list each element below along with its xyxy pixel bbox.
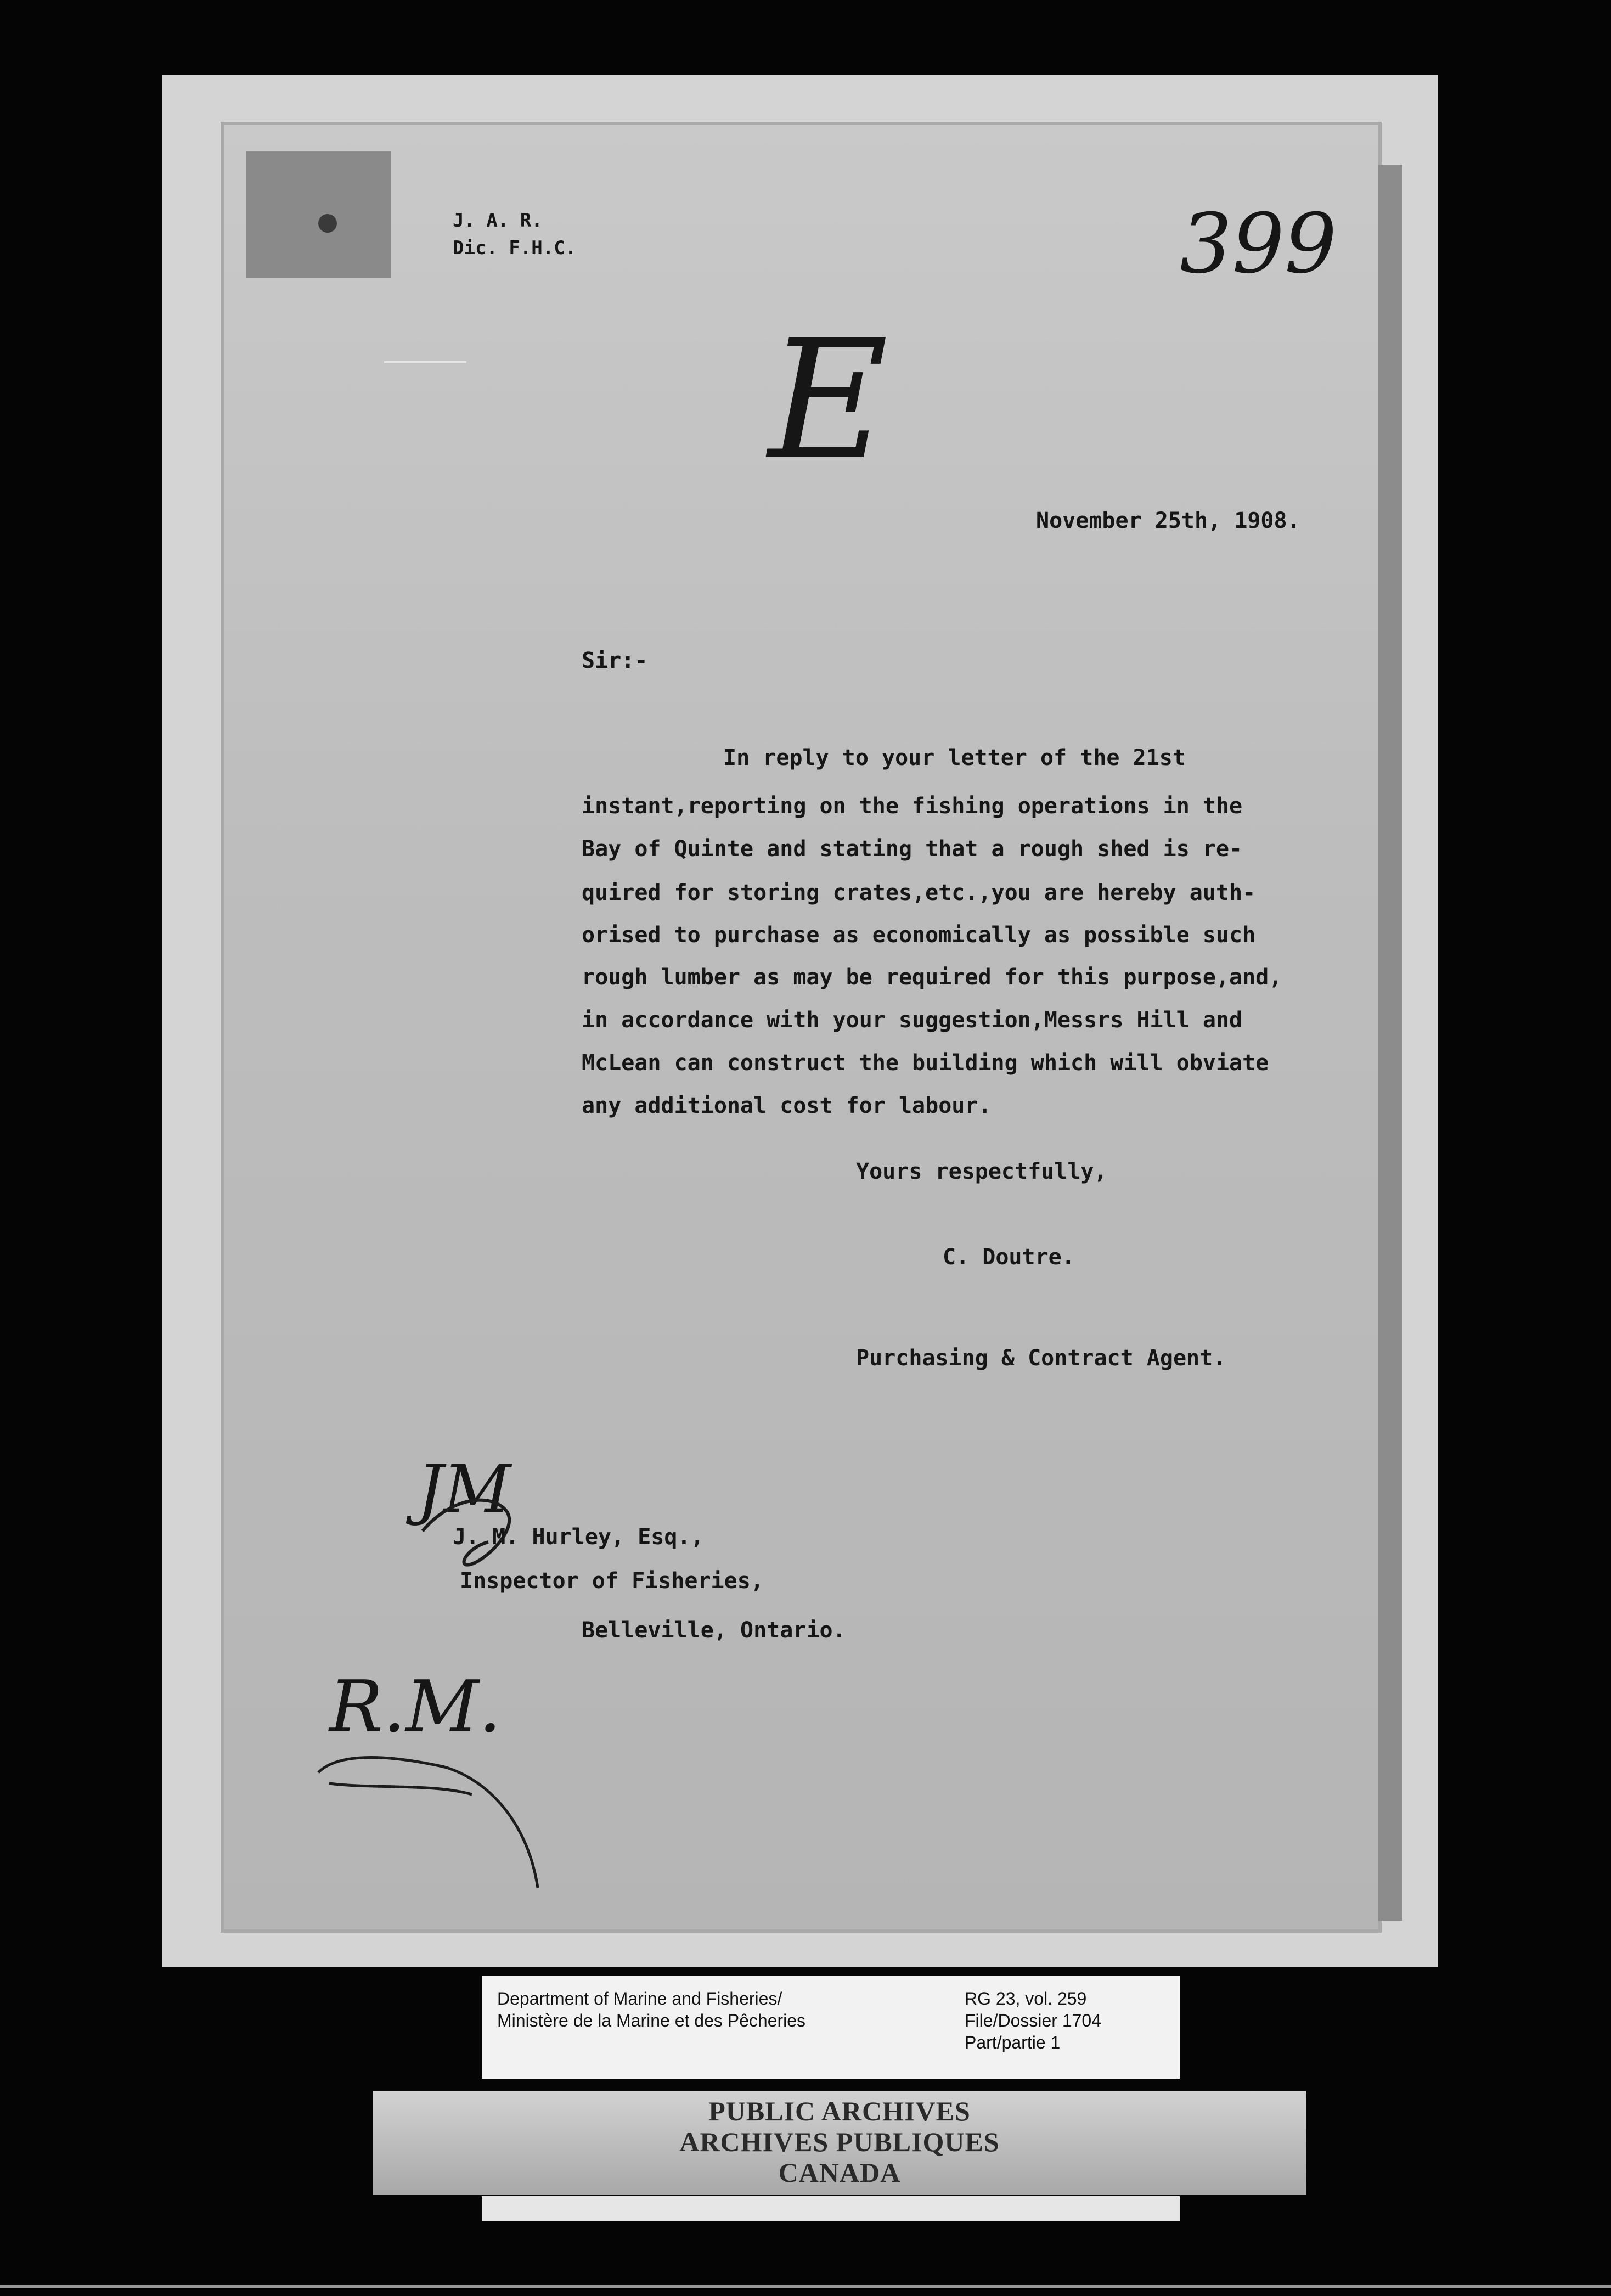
divider (384, 361, 466, 363)
body-line: McLean can construct the building which will obviate (582, 1050, 1269, 1076)
film-edge (0, 2285, 1611, 2288)
corner-stamp-icon (318, 214, 337, 233)
initials-flourish (307, 1729, 560, 1893)
initials-line-1: J. A. R. (453, 210, 543, 232)
archives-line: PUBLIC ARCHIVES (708, 2096, 971, 2126)
department-name (497, 1988, 806, 2031)
salutation: Sir:- (582, 648, 648, 673)
body-line: Bay of Quinte and stating that a rough shed is re- (582, 836, 1243, 862)
reference-line: Part/partie 1 (965, 2033, 1061, 2052)
archives-line: ARCHIVES PUBLIQUES (679, 2126, 1000, 2157)
body-line: In reply to your letter of the 21st (723, 745, 1186, 770)
body-line: instant,reporting on the fishing operations in the (582, 794, 1243, 819)
reference-line: RG 23, vol. 259 (965, 1989, 1087, 2008)
body-line: orised to purchase as economically as possible such (582, 922, 1256, 948)
archive-reference (965, 1988, 1101, 2053)
recipient-place: Belleville, Ontario. (582, 1618, 846, 1643)
closing: Yours respectfully, (856, 1159, 1107, 1184)
label-bottom-strip (482, 2196, 1180, 2221)
archives-stamp (373, 2091, 1306, 2195)
body-line: any additional cost for labour. (582, 1093, 992, 1118)
signatory-name: C. Doutre. (943, 1245, 1075, 1270)
initials-line-2: Dic. F.H.C. (453, 237, 577, 259)
section-mark: E (768, 305, 888, 496)
folio-number: 399 (1180, 196, 1337, 292)
signatory-title: Purchasing & Contract Agent. (856, 1346, 1226, 1371)
archives-line: CANADA (778, 2157, 901, 2188)
bottom-initials: R.M. (329, 1665, 502, 1748)
archive-label (482, 1976, 1180, 2079)
department-line: Department of Marine and Fisheries/ (497, 1989, 782, 2008)
corner-tab (246, 151, 391, 278)
margin-initials: JM (417, 1451, 511, 1528)
reference-line: File/Dossier 1704 (965, 2011, 1101, 2030)
page-edge-shadow (1378, 165, 1402, 1921)
body-line: quired for storing crates,etc.,you are hereby auth- (582, 880, 1256, 905)
department-line: Ministère de la Marine et des Pêcheries (497, 2011, 806, 2030)
recipient-name: J. M. Hurley, Esq., (453, 1524, 704, 1550)
recipient-title: Inspector of Fisheries, (460, 1568, 764, 1594)
letter-date: November 25th, 1908. (1036, 508, 1300, 533)
body-line: in accordance with your suggestion,Messrs Hill and (582, 1008, 1243, 1033)
body-line: rough lumber as may be required for this purpose,and, (582, 965, 1282, 990)
